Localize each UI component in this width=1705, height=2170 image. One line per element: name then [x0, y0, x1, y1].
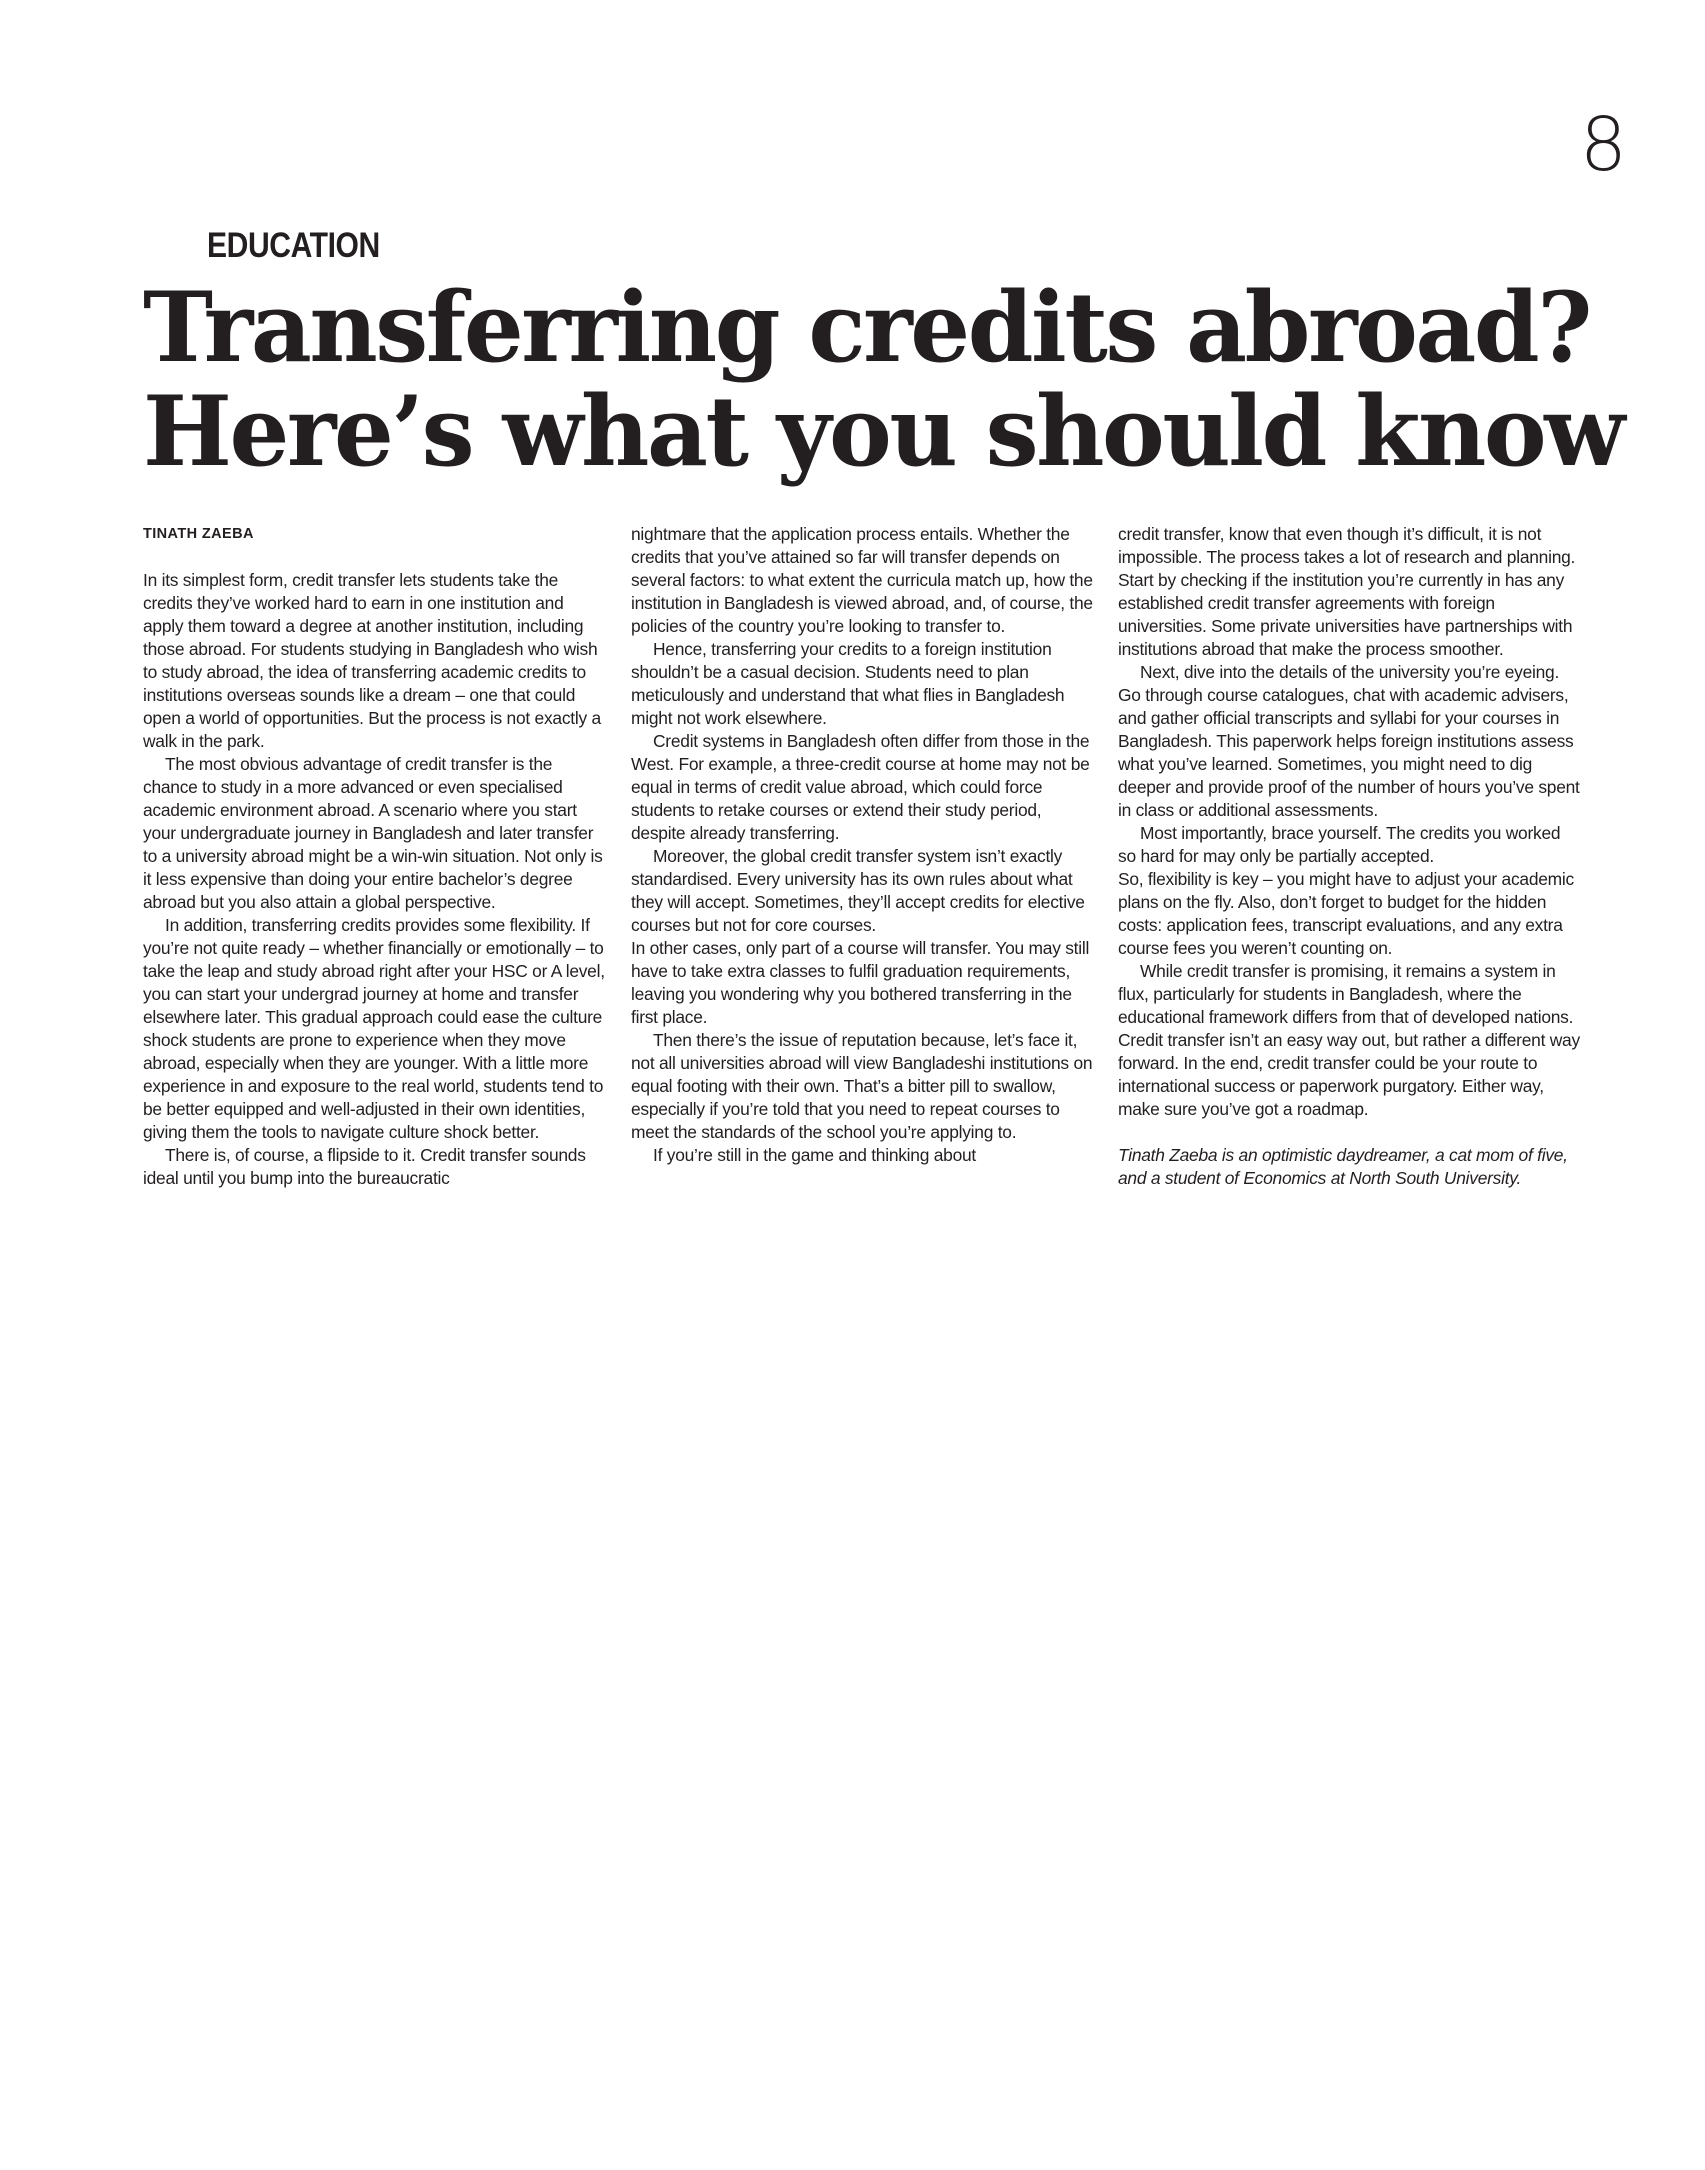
paragraph: The most obvious advantage of credit transfer is the chance to study in a more advanced or even specialised academic environment abroad. A scenario where you start your undergraduate journey in Bangladesh and later transfer to a university abroad might be a win-win situation. Not only is it less expensive than doing your entire bachelor’s degree abroad but you also attain a global perspective. [143, 754, 603, 912]
article-column-3 [1118, 523, 1580, 1190]
byline: TINATH ZAEBA [143, 526, 254, 542]
paragraph: There is, of course, a flipside to it. Credit transfer sounds ideal until you bump into the bureaucratic [143, 1145, 586, 1188]
headline-line-1: Transferring credits abroad? [143, 271, 1590, 384]
author-bio: Tinath Zaeba is an optimistic daydreamer, a cat mom of five, and a student of Economics at North South University. [1118, 1145, 1568, 1188]
paragraph: Moreover, the global credit transfer system isn’t exactly standardised. Every university has its own rules about what they will accept. Sometimes, they’ll accept credits for elective courses but not for core courses. [631, 846, 1085, 935]
paragraph: In addition, transferring credits provides some flexibility. If you’re not quite ready – whether financially or emotionally – to take the leap and study abroad right after your HSC or A level, you can start your undergrad journey at home and transfer elsewhere later. This gradual approach could ease the culture shock students are prone to experience when they move abroad, especially when they are younger. With a little more experience in and exposure to the real world, students tend to be better equipped and well-adjusted in their own identities, giving them the tools to navigate culture shock better. [143, 915, 605, 1142]
paragraph: While credit transfer is promising, it remains a system in flux, particularly for students in Bangladesh, where the educational framework differs from that of developed nations. Credit transfer isn’t an easy way out, but rather a different way forward. In the end, credit transfer could be your route to international success or paperwork purgatory. Either way, make sure you’ve got a roadmap. [1118, 961, 1580, 1119]
page-number: 8 [1579, 102, 1627, 188]
headline [143, 271, 1623, 488]
paragraph: If you’re still in the game and thinking about [653, 1145, 976, 1165]
article-column-1 [143, 523, 605, 1190]
paragraph: credit transfer, know that even though it’s difficult, it is not impossible. The process takes a lot of research and planning. Start by checking if the institution you’re currently in has any established credit transfer agreements with foreign universities. Some private universities have partnerships with institutions abroad that make the process smoother. [1118, 524, 1576, 659]
paragraph: Then there’s the issue of reputation because, let’s face it, not all universities abroad will view Bangladeshi institutions on equal footing with their own. That’s a bitter pill to swallow, especially if you’re told that you need to repeat courses to meet the standards of the school you’re applying to. [631, 1030, 1093, 1142]
paragraph: Credit systems in Bangladesh often differ from those in the West. For example, a three-credit course at home may not be equal in terms of credit value abroad, which could force students to retake courses or extend their study period, despite already transferring. [631, 731, 1090, 843]
paragraph: Hence, transferring your credits to a foreign institution shouldn’t be a casual decision. Students need to plan meticulously and understand that what flies in Bangladesh might not work elsewhere. [631, 639, 1065, 728]
paragraph: Most importantly, brace yourself. The credits you worked so hard for may only be partially accepted. [1118, 823, 1561, 866]
headline-line-2: Here’s what you should know [143, 375, 1623, 488]
paragraph: nightmare that the application process entails. Whether the credits that you’ve attained so far will transfer depends on several factors: to what extent the curricula match up, how the institution in Bangladesh is viewed abroad, and, of course, the policies of the country you’re looking to transfer to. [631, 524, 1093, 636]
paragraph: So, flexibility is key – you might have to adjust your academic plans on the fly. Also, don’t forget to budget for the hidden costs: application fees, transcript evaluations, and any extra course fees you weren’t counting on. [1118, 869, 1574, 958]
paragraph: In other cases, only part of a course will transfer. You may still have to take extra classes to fulfil graduation requirements, leaving you wondering why you bothered transferring in the first place. [631, 938, 1090, 1027]
paragraph: Next, dive into the details of the university you’re eyeing. Go through course catalogues, chat with academic advisers, and gather official transcripts and syllabi for your courses in Bangladesh. This paperwork helps foreign institutions assess what you’ve learned. Sometimes, you might need to dig deeper and provide proof of the number of hours you’ve spent in class or additional assessments. [1118, 662, 1580, 820]
paragraph: In its simplest form, credit transfer lets students take the credits they’ve worked hard to earn in one institution and apply them toward a degree at another institution, including those abroad. For students studying in Bangladesh who wish to study abroad, the idea of transferring academic credits to institutions overseas sounds like a dream – one that could open a world of opportunities. But the process is not exactly a walk in the park. [143, 570, 601, 751]
section-label: EDUCATION [207, 226, 380, 265]
article-column-2 [631, 523, 1093, 1167]
